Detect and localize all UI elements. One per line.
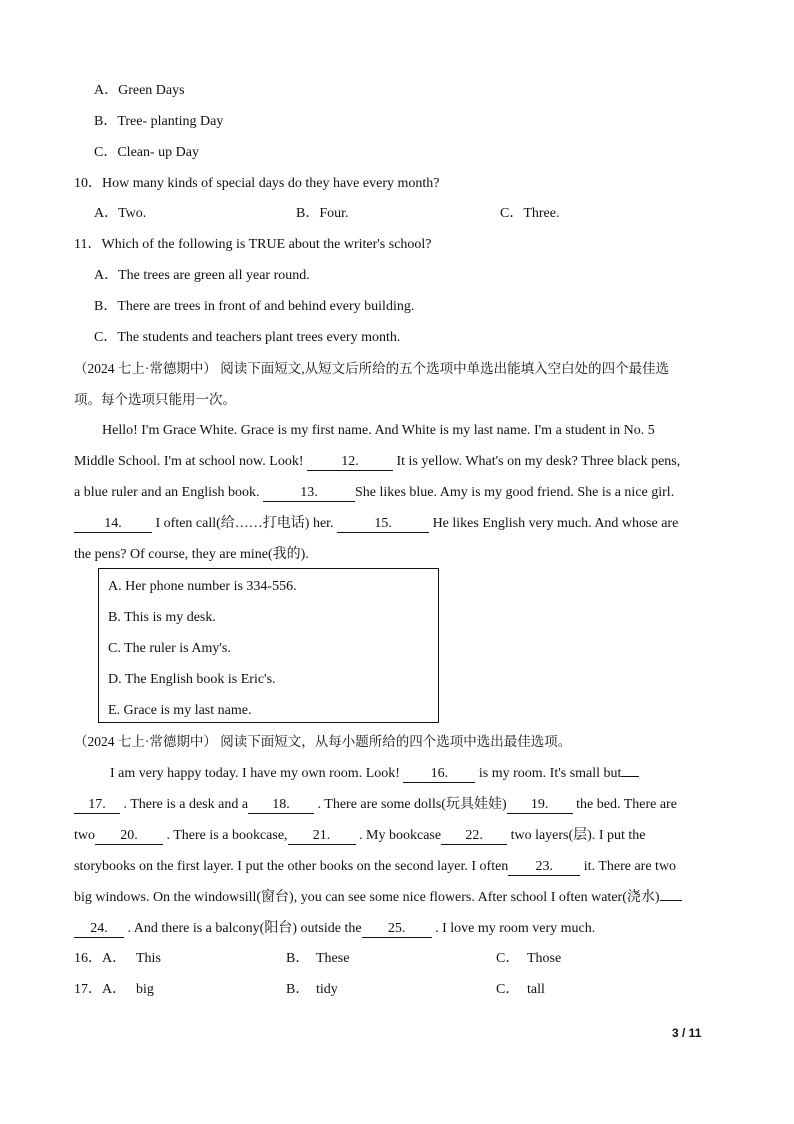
q9-option-c: C．Clean- up Day — [94, 145, 199, 160]
blank-16: 16. — [403, 766, 475, 783]
q16-option-b: These — [316, 951, 350, 966]
q17-option-a: big — [136, 982, 154, 997]
blank-18: 18. — [248, 797, 314, 814]
passage2-text: . There is a desk and a — [120, 797, 249, 812]
passage1-line3 — [74, 484, 674, 502]
blank-17-start — [621, 776, 639, 777]
passage2-text: two — [74, 828, 95, 843]
q10-option-b: B．Four. — [296, 206, 349, 221]
q11-option-a: A．The trees are green all year round. — [94, 268, 310, 283]
page-number: 3 / 11 — [672, 1026, 702, 1040]
box-option-e: E. Grace is my last name. — [108, 703, 252, 718]
passage1-text: It is yellow. What's on my desk? Three black pens, — [392, 454, 681, 469]
box-option-b: B. This is my desk. — [108, 610, 216, 625]
passage2-text: . My bookcase — [355, 828, 442, 843]
blank-19: 19. — [507, 797, 573, 814]
box-option-d: D. The English book is Eric's. — [108, 672, 276, 687]
passage2-text: . There is a bookcase, — [163, 828, 288, 843]
passage2-text: I am very happy today. I have my own room. Look! — [110, 766, 404, 781]
q17-option-c-label: C． — [496, 982, 520, 997]
q11-option-b: B．There are trees in front of and behind every building. — [94, 299, 415, 314]
passage2-line1 — [110, 765, 639, 783]
passage2-text: . I love my room very much. — [431, 921, 596, 936]
q9-option-b: B．Tree- planting Day — [94, 114, 224, 129]
blank-12: 12. — [307, 454, 393, 471]
passage2-line5 — [74, 889, 682, 907]
blank-20: 20. — [95, 828, 163, 845]
q17-option-c: tall — [527, 982, 545, 997]
passage1-text: He likes English very much. And whose are — [429, 516, 679, 531]
passage2-text: it. There are two — [580, 859, 677, 874]
blank-22: 22. — [441, 828, 507, 845]
options-box — [98, 568, 439, 723]
passage2-text: . There are some dolls(玩具娃娃) — [314, 797, 507, 812]
blank-24: 24. — [74, 921, 124, 938]
q17-option-b-label: B． — [286, 982, 310, 997]
q11-stem: 11．Which of the following is TRUE about the writer's school? — [74, 237, 432, 252]
blank-24-start — [660, 900, 682, 901]
passage2-text: . And there is a balcony(阳台) outside the — [124, 921, 362, 936]
q10-option-c: C．Three. — [500, 206, 560, 221]
blank-23: 23. — [508, 859, 580, 876]
blank-25: 25. — [362, 921, 432, 938]
q10-option-a: A．Two. — [94, 206, 147, 221]
section2-header-line2: 项。每个选项只能用一次。 — [74, 392, 236, 407]
blank-17: 17. — [74, 797, 120, 814]
passage2-text: is my room. It's small but — [475, 766, 622, 781]
q11-option-c: C．The students and teachers plant trees every month. — [94, 330, 401, 345]
passage1-text: I often call(给……打电话) her. — [152, 516, 338, 531]
q16-option-c: Those — [527, 951, 562, 966]
passage2-line4 — [74, 858, 676, 876]
passage1-line1: Hello! I'm Grace White. Grace is my first name. And White is my last name. I'm a student in No. 5 — [102, 423, 655, 438]
passage2-line2 — [74, 796, 677, 814]
blank-13: 13. — [263, 485, 355, 502]
box-option-a: A. Her phone number is 334-556. — [108, 579, 297, 594]
passage1-text: a blue ruler and an English book. — [74, 485, 263, 500]
passage1-text: She likes blue. Amy is my good friend. She is a nice girl. — [354, 485, 675, 500]
q17-option-b: tidy — [316, 982, 338, 997]
q17-num: 17．A． — [74, 982, 127, 997]
passage1-text: Middle School. I'm at school now. Look! — [74, 454, 307, 469]
section3-header: （2024 七上·常德期中） 阅读下面短文，从每小题所给的四个选项中选出最佳选项。 — [74, 734, 572, 749]
passage1-line4 — [74, 515, 678, 533]
q16-option-a: This — [136, 951, 161, 966]
blank-14: 14. — [74, 516, 152, 533]
q16-option-c-label: C． — [496, 951, 520, 966]
blank-15: 15. — [337, 516, 429, 533]
passage1-line2 — [74, 453, 680, 471]
passage2-text: two layers(层). I put the — [507, 828, 646, 843]
q10-stem: 10．How many kinds of special days do they have every month? — [74, 176, 440, 191]
blank-21: 21. — [288, 828, 356, 845]
passage2-text: storybooks on the first layer. I put the other books on the second layer. I often — [74, 859, 509, 874]
passage1-line5: the pens? Of course, they are mine(我的). — [74, 547, 309, 562]
passage2-text: big windows. On the windowsill(窗台), you can see some nice flowers. After school I often water(浇水) — [74, 890, 660, 905]
passage2-line6 — [74, 920, 595, 938]
passage2-text: the bed. There are — [572, 797, 677, 812]
passage2-line3 — [74, 827, 646, 845]
box-option-c: C. The ruler is Amy's. — [108, 641, 231, 656]
q16-option-b-label: B． — [286, 951, 310, 966]
q16-num: 16．A． — [74, 951, 127, 966]
q9-option-a: A．Green Days — [94, 83, 185, 98]
section2-header-line1: （2024 七上·常德期中） 阅读下面短文,从短文后所给的五个选项中单选出能填入空白处的四个最佳选 — [74, 361, 670, 376]
